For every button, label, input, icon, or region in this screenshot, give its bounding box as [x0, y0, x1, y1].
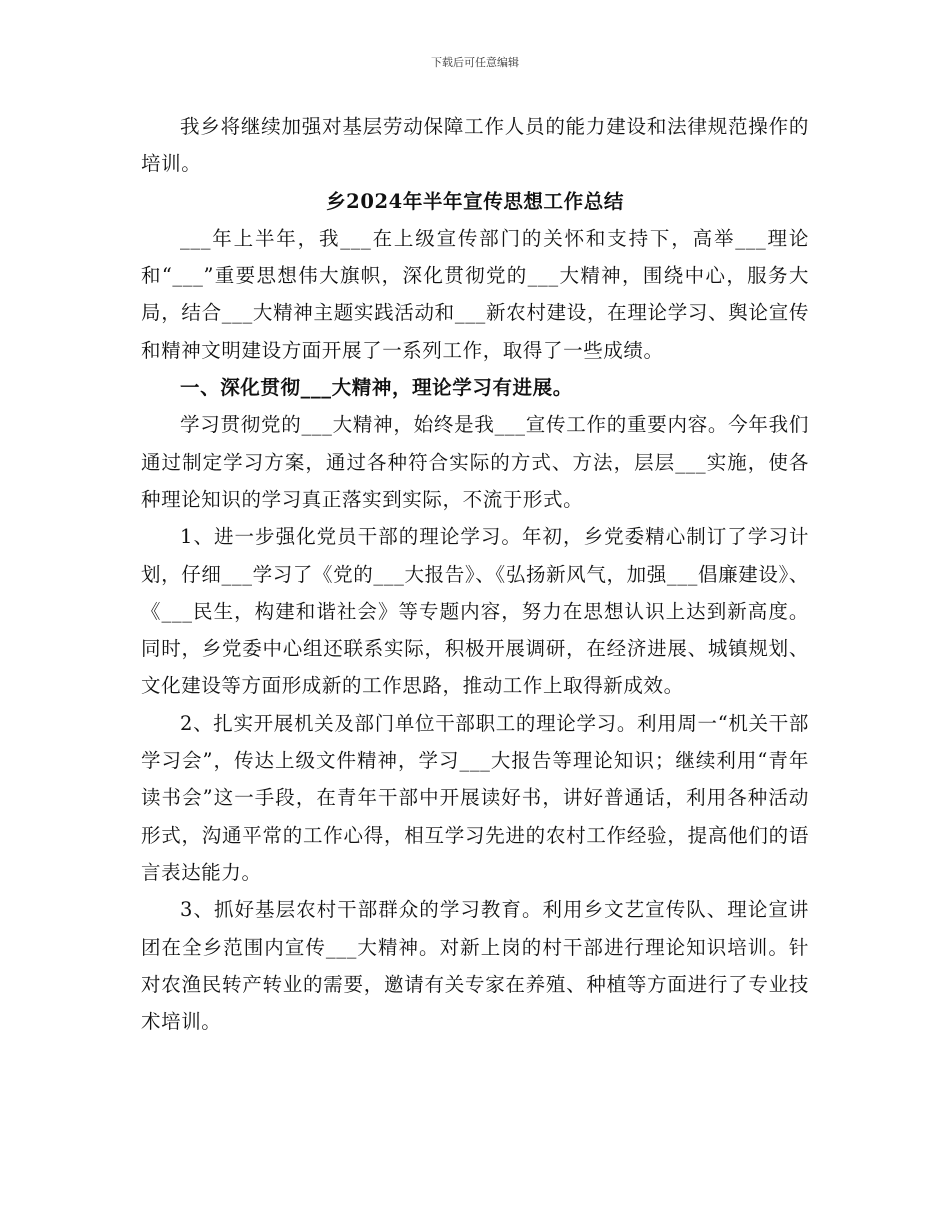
- item-1-paragraph: 1、进一步强化党员干部的理论学习。年初，乡党委精心制订了学习计划，仔细___学习了《党的___大报告》、《弘扬新风气，加强___倡廉建设》、《___民生，构建和谐社会》等专题内容，努力在思想认识上达到新高度。同时，乡党委中心组还联系实际，积极开展调研，在经济进展、城镇规划、文化建设等方面形成新的工作思路，推动工作上取得新成效。: [141, 525, 809, 698]
- intro-paragraph: 我乡将继续加强对基层劳动保障工作人员的能力建设和法律规范操作的培训。: [141, 115, 809, 176]
- document-title: 乡2024年半年宣传思想工作总结: [326, 189, 624, 213]
- study-paragraph: 学习贯彻党的___大精神，始终是我___宣传工作的重要内容。今年我们通过制定学习方案，通过各种符合实际的方式、方法，层层___实施，使各种理论知识的学习真正落实到实际，不流于形式。: [141, 413, 809, 511]
- page-header-note: 下载后可任意编辑: [431, 56, 519, 69]
- section-heading-1: 一、深化贯彻___大精神，理论学习有进展。: [180, 376, 573, 400]
- item-2-paragraph: 2、扎实开展机关及部门单位干部职工的理论学习。利用周一“机关干部学习会”，传达上级文件精神，学习___大报告等理论知识；继续利用“青年读书会”这一手段，在青年干部中开展读好书，讲好普通话，利用各种活动形式，沟通平常的工作心得，相互学习先进的农村工作经验，提高他们的语言表达能力。: [141, 711, 809, 884]
- item-3-paragraph: 3、抓好基层农村干部群众的学习教育。利用乡文艺宣传队、理论宣讲团在全乡范围内宣传___大精神。对新上岗的村干部进行理论知识培训。针对农渔民转产转业的需要，邀请有关专家在养殖、种植等方面进行了专业技术培训。: [141, 898, 809, 1034]
- summary-paragraph: ___年上半年，我___在上级宣传部门的关怀和支持下，高举___理论和“___”重要思想伟大旗帜，深化贯彻党的___大精神，围绕中心，服务大局，结合___大精神主题实践活动和___新农村建设，在理论学习、舆论宣传和精神文明建设方面开展了一系列工作，取得了一些成绩。: [141, 226, 809, 362]
- document-body: [141, 108, 809, 1040]
